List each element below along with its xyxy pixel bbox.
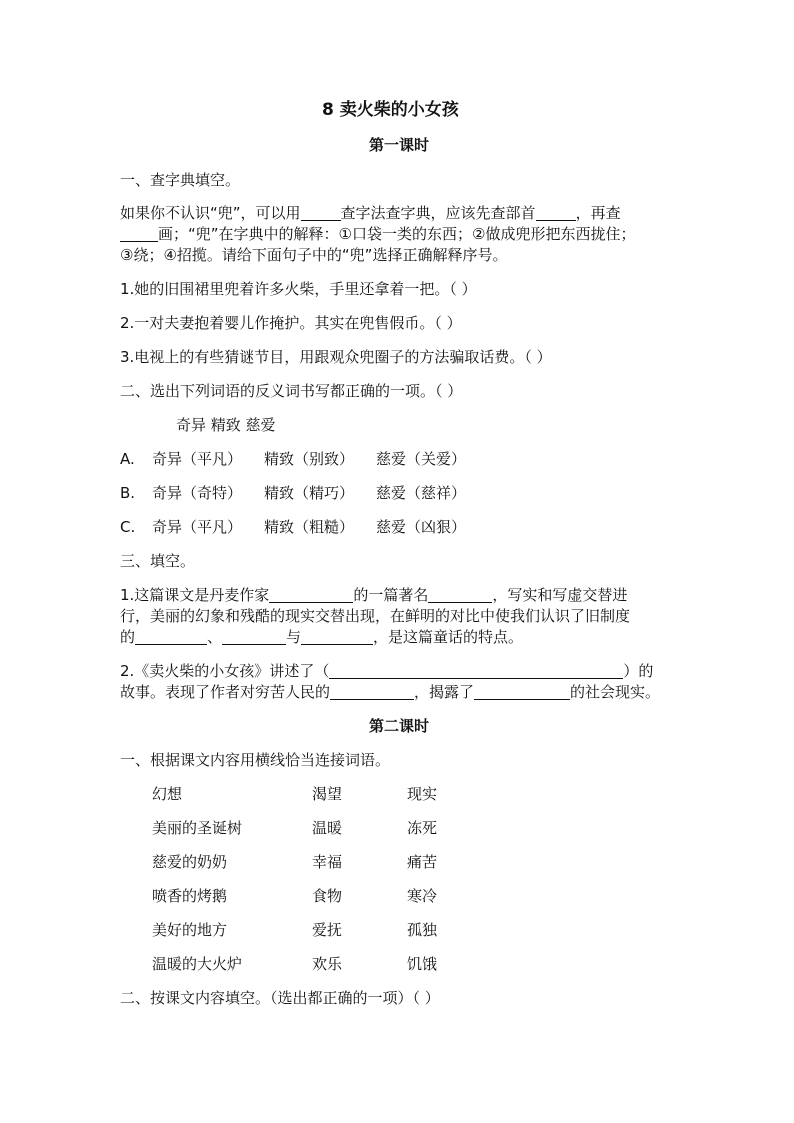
blank-lookup-method[interactable] (301, 204, 341, 221)
match-right[interactable]: 现实 (407, 785, 438, 803)
section-3-heading: 三、填空。 (120, 552, 196, 570)
match-middle[interactable]: 爱抚 (312, 921, 343, 939)
blank-feature-1[interactable] (135, 628, 207, 645)
blank-genre[interactable] (428, 586, 492, 603)
match-left[interactable]: 美丽的圣诞树 (152, 819, 243, 837)
match-middle[interactable]: 食物 (312, 887, 343, 905)
match-right[interactable]: 痛苦 (407, 853, 438, 871)
option-key: A. (120, 450, 135, 468)
match-left[interactable]: 幻想 (152, 785, 183, 803)
lesson-1-heading: 第一课时 (369, 136, 430, 154)
section-5-heading: 二、按课文内容填空。（选出都正确的一项）（ ） (120, 989, 440, 1007)
option-cell: 慈爱（慈祥） (376, 484, 467, 502)
option-key: C. (120, 518, 136, 536)
option-cell: 精致（粗糙） (264, 518, 355, 536)
match-left[interactable]: 美好的地方 (152, 921, 228, 939)
option-cell: 奇异（平凡） (152, 450, 243, 468)
option-cell: 慈爱（凶狠） (376, 518, 467, 536)
section-2-words: 奇异 精致 慈爱 (176, 416, 276, 434)
match-right[interactable]: 孤独 (407, 921, 438, 939)
match-left[interactable]: 慈爱的奶奶 (152, 853, 228, 871)
blank-radical[interactable] (536, 204, 576, 221)
question-1: 1.她的旧围裙里兜着许多火柴，手里还拿着一把。（ ） (120, 280, 477, 298)
page-title: 8 卖火柴的小女孩 (322, 100, 459, 120)
blank-story-summary[interactable] (329, 662, 623, 679)
section-4-heading: 一、根据课文内容用横线恰当连接词语。 (120, 751, 391, 769)
blank-feature-3[interactable] (301, 628, 373, 645)
match-right[interactable]: 寒冷 (407, 887, 438, 905)
fill-line-4: 2.《卖火柴的小女孩》讲述了（ ）的 (120, 662, 654, 680)
blank-strokes[interactable] (120, 225, 158, 242)
option-cell: 奇异（奇特） (152, 484, 243, 502)
section-2-heading: 二、选出下列词语的反义词书写都正确的一项。（ ） (120, 382, 463, 400)
fill-line-3: 的 、 与 ，是这篇童话的特点。 (120, 628, 524, 646)
section-1-paragraph-line-1: 如果你不认识“兜”，可以用 查字法查字典，应该先查部首 ，再查 (120, 204, 621, 222)
section-1-heading: 一、查字典填空。 (120, 171, 241, 189)
fill-line-5: 故事。表现了作者对穷苦人民的 ，揭露了 的社会现实。 (120, 683, 661, 701)
option-cell: 奇异（平凡） (152, 518, 243, 536)
fill-line-2: 行，美丽的幻象和残酷的现实交替出现，在鲜明的对比中使我们认识了旧制度 (120, 607, 631, 625)
fill-line-1: 1.这篇课文是丹麦作家 的一篇著名 ，写实和写虚交替进 (120, 586, 628, 604)
match-middle[interactable]: 欢乐 (312, 955, 343, 973)
match-middle[interactable]: 渴望 (312, 785, 343, 803)
blank-author[interactable] (269, 586, 353, 603)
match-right[interactable]: 冻死 (407, 819, 438, 837)
option-cell: 精致（精巧） (264, 484, 355, 502)
question-2: 2.一对夫妻抱着婴儿作掩护。其实在兜售假币。（ ） (120, 314, 462, 332)
lesson-2-heading: 第二课时 (369, 717, 430, 735)
blank-feature-2[interactable] (222, 628, 286, 645)
match-middle[interactable]: 温暖 (312, 819, 343, 837)
match-left[interactable]: 温暖的大火炉 (152, 955, 243, 973)
section-1-paragraph-line-3: ③绕；④招揽。请给下面句子中的“兜”选择正确解释序号。 (120, 246, 508, 264)
match-left[interactable]: 喷香的烤鹅 (152, 887, 228, 905)
match-right[interactable]: 饥饿 (407, 955, 438, 973)
option-cell: 慈爱（关爱） (376, 450, 467, 468)
question-3: 3.电视上的有些猜谜节目，用跟观众兜圈子的方法骗取话费。（ ） (120, 348, 552, 366)
match-middle[interactable]: 幸福 (312, 853, 343, 871)
option-cell: 精致（别致） (264, 450, 355, 468)
blank-author-feeling[interactable] (330, 683, 414, 700)
blank-social-reality[interactable] (474, 683, 570, 700)
section-1-paragraph-line-2: 画；“兜”在字典中的解释：①口袋一类的东西；②做成兜形把东西拢住； (120, 224, 635, 244)
option-key: B. (120, 484, 136, 502)
